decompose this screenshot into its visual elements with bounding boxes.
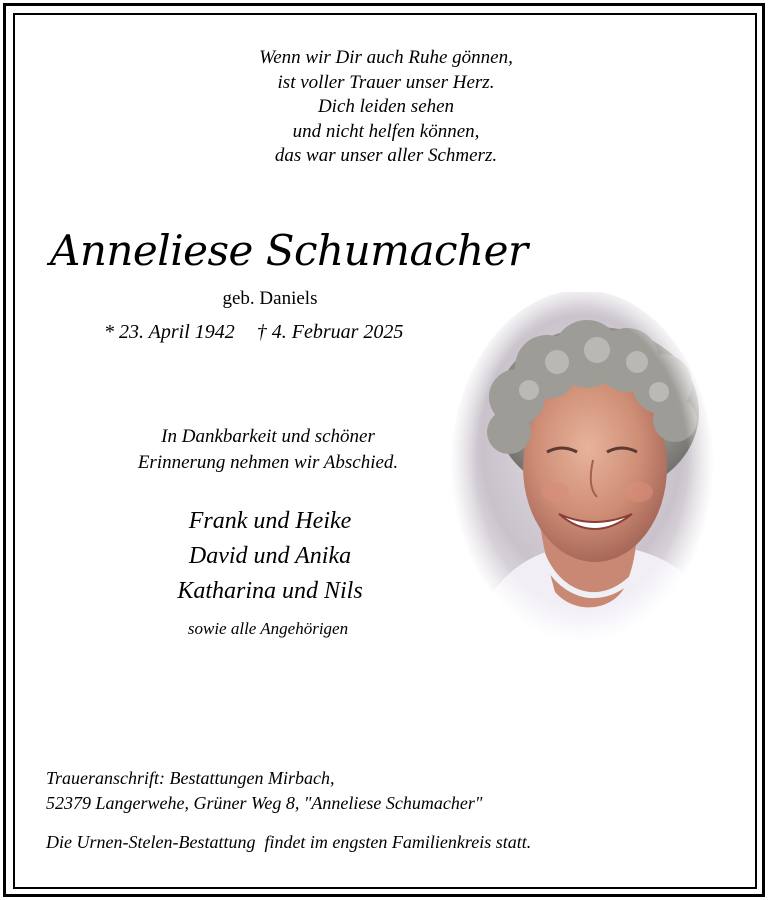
deceased-name: Anneliese Schumacher [50,226,528,275]
other-relatives: sowie alle Angehörigen [187,619,349,638]
message-line: Erinnerung nehmen wir Abschied. [137,452,399,473]
poem-line: Wenn wir Dir auch Ruhe gönnen, [259,47,513,68]
birth-name: geb. Daniels [222,288,318,309]
portrait-icon [447,292,717,662]
birth-date: * 23. April 1942 [104,321,235,343]
farewell-message [78,424,458,476]
poem-line: und nicht helfen können, [292,120,480,142]
mourners-list [110,504,430,609]
mourner-name: Frank und Heike [188,508,352,534]
address-line-1: Traueranschrift: Bestattungen Mirbach, [46,768,335,788]
poem-line: ist voller Trauer unser Herz. [277,71,495,93]
poem-line: das war unser aller Schmerz. [274,145,498,166]
death-date: † 4. Februar 2025 [256,321,404,343]
address-line-2: 52379 Langerwehe, Grüner Weg 8, "Anneliese Schumacher" [46,793,483,813]
poem-line: Dich leiden sehen [317,96,455,117]
poem [170,46,602,169]
mourning-address [46,766,482,816]
portrait-photo [447,292,717,662]
mourner-name: Katharina und Nils [177,578,363,604]
life-dates [104,321,403,344]
message-line: In Dankbarkeit und schöner [161,426,375,447]
funeral-note: Die Urnen-Stelen-Bestattung findet im engsten Familienkreis statt. [46,832,532,852]
mourner-name: David und Anika [188,543,352,569]
